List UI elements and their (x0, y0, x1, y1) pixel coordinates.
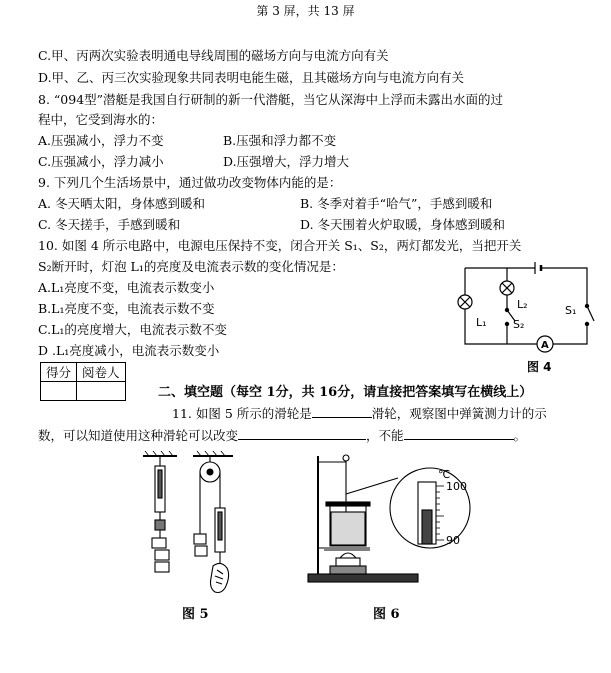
grader-label: 阅卷人 (77, 363, 126, 382)
page-header: 第 3 屏，共 13 屏 (256, 4, 355, 18)
q11-part5: 。 (513, 428, 527, 443)
fig4-ammeter-label: A (541, 340, 549, 351)
fig6-unit: ℃ (438, 468, 451, 481)
q9-option-d: D. 冬天围着火炉取暖，身体感到暖和 (300, 217, 506, 232)
q10-stem-line2: S₂断开时，灯泡 L₁的亮度及电流表示数的变化情况是： (38, 259, 344, 274)
q8-stem-line1: 8. “094型”潜艇是我国自行研制的新一代潜艇，当它从深海中上浮而未露出水面的过 (38, 92, 504, 107)
q11-part3: 数，可以知道使用这种滑轮可以改变 (38, 428, 239, 443)
q8-option-d: D.压强增大，浮力增大 (223, 154, 350, 169)
fig4-l1-label: L₁ (476, 316, 487, 329)
q8-stem-line2: 程中，它受到海水的： (38, 112, 164, 127)
section-2-title: 二、填空题（每空 1分，共 16分，请直接把答案填写在横线上） (158, 385, 533, 400)
figure-5-pulleys (135, 448, 270, 598)
fig4-l2-label: L₂ (517, 298, 528, 311)
q8-option-a: A.压强减小，浮力不变 (38, 133, 164, 148)
q9-option-c: C. 冬天搓手，手感到暖和 (38, 217, 181, 232)
q10-option-a: A.L₁亮度不变，电流表示数变小 (38, 280, 215, 295)
q7-option-d: D.甲、乙、丙三次实验现象共同表明电能生磁，且其磁场方向与电流方向有关 (38, 70, 465, 85)
q11-part4: ，不能 (366, 428, 404, 443)
q7-option-c: C.甲、丙两次实验表明通电导线周围的磁场方向与电流方向有关 (38, 48, 389, 63)
fig5-caption: 图 5 (182, 607, 209, 622)
q10-option-b: B.L₁亮度不变，电流表示数不变 (38, 301, 215, 316)
q11-blank-3[interactable] (404, 427, 514, 440)
score-cell[interactable] (41, 382, 77, 401)
q11-line1 (172, 404, 547, 422)
q9-stem: 9. 下列几个生活场景中，通过做功改变物体内能的是： (38, 175, 342, 190)
q8-option-c: C.压强减小，浮力减小 (38, 154, 164, 169)
fig4-caption: 图 4 (527, 360, 552, 374)
fig4-s2-label: S₂ (513, 318, 525, 331)
q11-line2 (38, 426, 526, 444)
q8-option-b: B.压强和浮力都不变 (223, 133, 337, 148)
fig6-caption: 图 6 (373, 607, 400, 622)
q10-option-d: D .L₁亮度减小，电流表示数变小 (38, 343, 220, 358)
score-table (40, 362, 126, 401)
score-label: 得分 (41, 363, 77, 382)
fig6-tick-100: 100 (446, 480, 467, 493)
fig6-tick-90: 90 (446, 534, 460, 547)
q10-stem-line1: 10. 如图 4 所示电路中，电源电压保持不变，闭合开关 S₁、S₂，两灯都发光，当把开关 (38, 238, 522, 253)
q11-blank-2[interactable] (238, 427, 366, 440)
figure-6-heating (300, 448, 475, 588)
figure-4-circuit (455, 258, 605, 376)
q11-part1: 11. 如图 5 所示的滑轮是 (172, 406, 312, 421)
q11-blank-1[interactable] (312, 405, 372, 418)
q10-option-c: C.L₁的亮度增大，电流表示数不变 (38, 322, 227, 337)
q9-option-b: B. 冬季对着手“哈气”，手感到暖和 (300, 196, 493, 211)
fig4-s1-label: S₁ (565, 304, 577, 317)
grader-cell[interactable] (77, 382, 126, 401)
q11-part2: 滑轮，观察图中弹簧测力计的示 (371, 406, 547, 421)
q9-option-a: A. 冬天晒太阳，身体感到暖和 (38, 196, 205, 211)
